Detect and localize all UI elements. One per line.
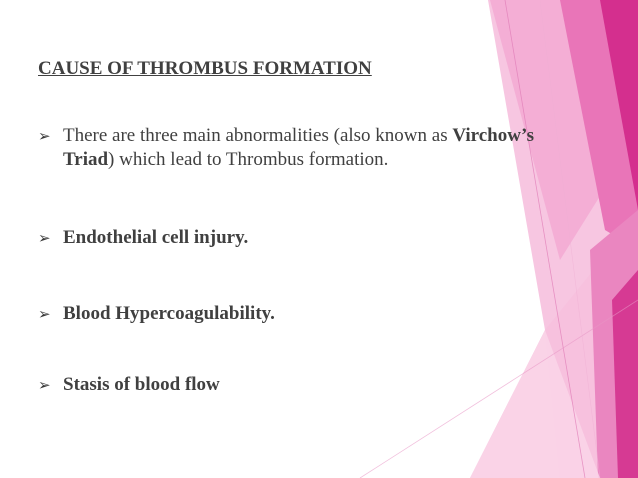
arrow-bullet-icon: ➢ (38, 127, 51, 145)
bullet-text-bold: Virchow’s Triad (63, 125, 534, 170)
arrow-bullet-icon: ➢ (38, 376, 51, 394)
bullet-item-virchow-triad (38, 124, 558, 172)
bullet-item-endothelial (38, 226, 558, 250)
bullet-item-stasis (38, 373, 558, 397)
arrow-bullet-icon: ➢ (38, 229, 51, 247)
bullet-text (63, 124, 558, 172)
slide-title: CAUSE OF THROMBUS FORMATION (38, 58, 372, 79)
bullet-text: Blood Hypercoagulability. (63, 303, 275, 324)
bullet-text-part1: There are three main abnormalities (also known as (63, 125, 453, 146)
bullet-item-hypercoagulability (38, 302, 558, 326)
bullet-text: Stasis of blood flow (63, 374, 220, 395)
bullet-text-part3: ) which lead to Thrombus formation. (108, 149, 389, 170)
arrow-bullet-icon: ➢ (38, 305, 51, 323)
bullet-text: Endothelial cell injury. (63, 227, 249, 248)
